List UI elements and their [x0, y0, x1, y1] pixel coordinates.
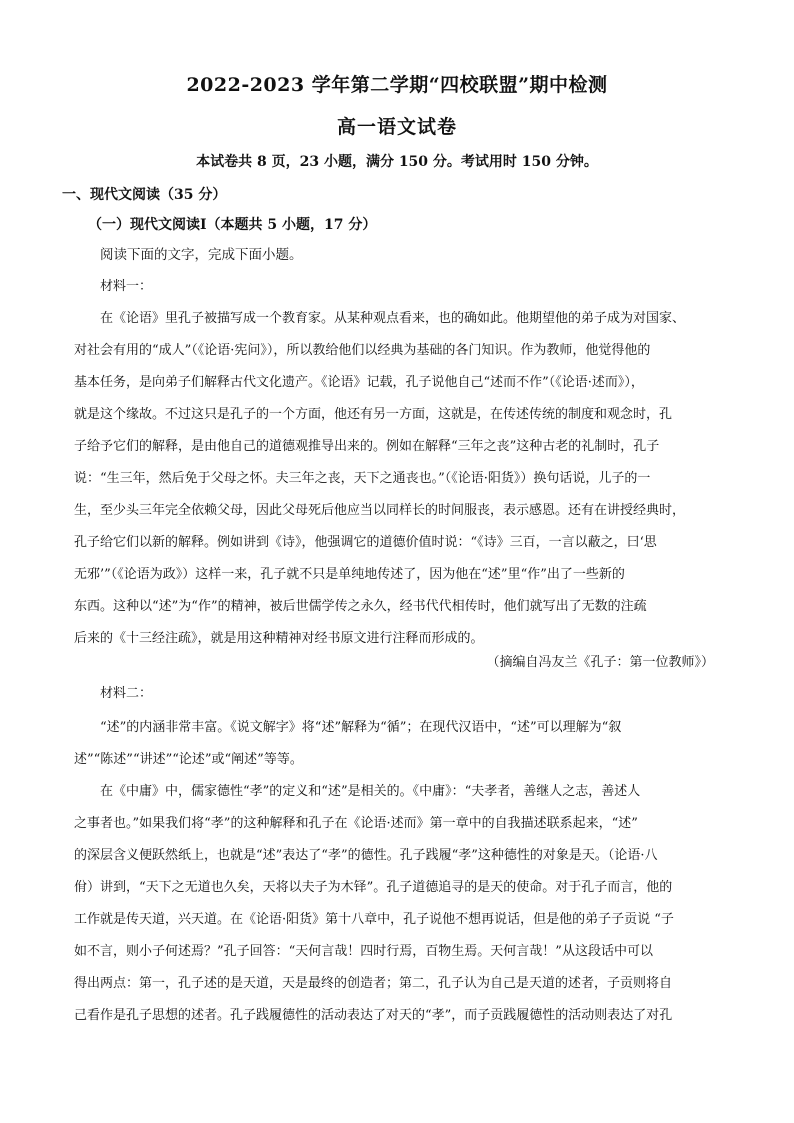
exam-meta: 本试卷共 8 页，23 小题，满分 150 分。考试用时 150 分钟。 [196, 154, 598, 170]
material-two-line: 在《中庸》中，儒家德性“孝”的定义和“述”是相关的。《中庸》：“夫孝者，善继人之志，善述人 [100, 784, 641, 799]
material-one-source: （摘编自冯友兰《孔子：第一位教师》） [486, 655, 714, 670]
material-one-line: 就是这个缘故。不过这只是孔子的一个方面，他还有另一方面，这就是，在传述传统的制度和观念时，孔 [74, 407, 673, 422]
material-two-line: 佾）讲到，“天下之无道也久矣，天将以夫子为木铎”。孔子道德追寻的是天的使命。对于孔子而言，他的 [74, 880, 673, 895]
exam-title: 2022-2023 学年第二学期“四校联盟”期中检测 [186, 74, 608, 96]
material-two-line: 工作就是传天道，兴天道。在《论语·阳货》第十八章中，孔子说他不想再说话，但是他的弟子子贡说 “子 [74, 912, 674, 927]
exam-subtitle: 高一语文试卷 [336, 116, 457, 138]
material-one-line: 对社会有用的“成人”（《论语·宪问》），所以教给他们以经典为基础的各门知识。作为教师，他觉得他的 [74, 343, 651, 358]
material-one-line: 在《论语》里孔子被描写成一个教育家。从某种观点看来，也的确如此。他期望他的弟子成为对国家、 [100, 311, 686, 326]
material-one-line: 生，至少头三年完全依赖父母，因此父母死后他应当以同样长的时间服丧，表示感恩。还有在讲授经典时， [74, 503, 686, 518]
material-two-line: 述”“陈述”“讲述”“论述”或“阐述”等等。 [74, 752, 303, 767]
material-two-line: 得出两点：第一，孔子述的是天道，天是最终的创造者；第二，孔子认为自己是天道的述者，子贡则将自 [74, 976, 673, 991]
material-one-line: 后来的《十三经注疏》，就是用这种精神对经书原文进行注释而形成的。 [74, 631, 484, 646]
material-two-line: 己看作是孔子思想的述者。孔子践履德性的活动表达了对天的“孝”，而子贡践履德性的活动则表达了对孔 [74, 1008, 673, 1023]
material-two-line: 之事者也。”如果我们将“孝”的这种解释和孔子在《论语·述而》第一章中的自我描述联系起来，“述” [74, 816, 638, 831]
section-heading: 一、现代文阅读（35 分） [62, 187, 227, 203]
material-one-line: 基本任务，是向弟子们解释古代文化遗产。《论语》记载，孔子说他自己“述而不作”（《论语·述而》）， [74, 375, 644, 390]
material-one-line: 东西。这种以“述”为“作”的精神，被后世儒学传之永久，经书代代相传时，他们就写出了无数的注疏 [74, 599, 647, 614]
material-one-line: 无邪’”（《论语为政》）这样一来，孔子就不只是单纯地传述了，因为他在“述”里“作”出了一些新的 [74, 567, 625, 582]
subsection-heading: （一）现代文阅读Ⅰ（本题共 5 小题，17 分） [88, 217, 377, 233]
material-two-line: 如不言，则小子何述焉？”孔子回答：“天何言哉！四时行焉，百物生焉。天何言哉！”从这段话中可以 [74, 944, 653, 959]
material-one-line: 说：“生三年，然后免于父母之怀。夫三年之丧，天下之通丧也。”（《论语·阳货》）换句话说，儿子的一 [74, 471, 651, 486]
material-two-line: 的深层含义便跃然纸上，也就是“述”表达了“孝”的德性。孔子践履“孝”这种德性的对象是天。（论语·八 [74, 848, 658, 863]
reading-instruction: 阅读下面的文字，完成下面小题。 [100, 247, 303, 263]
material-one-label: 材料一： [100, 279, 153, 294]
material-two-label: 材料二： [100, 686, 153, 701]
material-one-line: 孔子给它们以新的解释。例如讲到《诗》，他强调它的道德价值时说：“《诗》三百，一言以蔽之，曰‘思 [74, 535, 657, 550]
material-two-line: “述”的内涵非常丰富。《说文解字》将“述”解释为“循”；在现代汉语中，“述”可以理解为“叙 [100, 720, 622, 735]
material-one-line: 子给予它们的解释，是由他自己的道德观推导出来的。例如在解释“三年之丧”这种古老的礼制时，孔子 [74, 439, 660, 454]
